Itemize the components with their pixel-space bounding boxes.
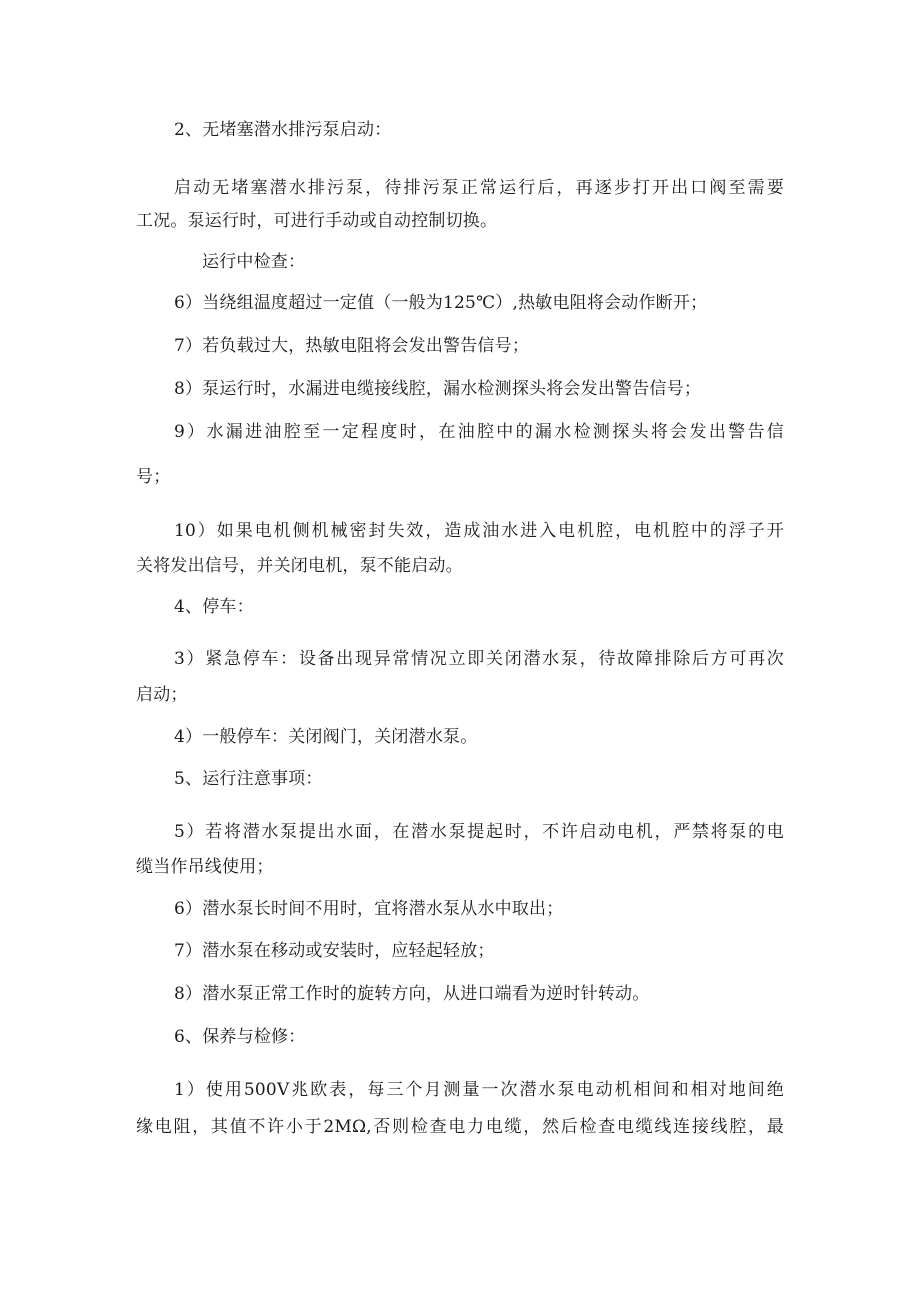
list-item: 10）如果电机侧机械密封失效，造成油水进入电机腔，电机腔中的浮子开: [174, 521, 784, 541]
section-heading-stop: 4、停车：: [174, 597, 254, 617]
list-item: 6）当绕组温度超过一定值（一般为125℃）,热敏电阻将会动作断开；: [174, 293, 708, 313]
section-heading-pump-start: 2、无堵塞潜水排污泵启动：: [174, 120, 392, 140]
list-item-continuation: 缆当作吊线使用；: [136, 857, 274, 877]
list-item: 4）一般停车：关闭阀门，关闭潜水泵。: [174, 727, 478, 747]
paragraph-line: 启动无堵塞潜水排污泵，待排污泵正常运行后，再逐步打开出口阀至需要: [174, 178, 784, 198]
section-heading-precautions: 5、运行注意事项：: [174, 769, 323, 789]
subheading-running-check: 运行中检查：: [202, 252, 306, 272]
list-item: 8）潜水泵正常工作时的旋转方向，从进口端看为逆时针转动。: [174, 984, 650, 1004]
list-item: 8）泵运行时，水漏进电缆接线腔，漏水检测探头将会发出警告信号；: [174, 379, 702, 399]
list-item: 6）潜水泵长时间不用时，宜将潜水泵从水中取出；: [174, 899, 564, 919]
list-item: 5）若将潜水泵提出水面，在潜水泵提起时，不许启动电机，严禁将泵的电: [174, 822, 784, 842]
list-item-continuation: 号；: [136, 467, 171, 487]
list-item-continuation: 关将发出信号，并关闭电机，泵不能启动。: [136, 556, 463, 576]
list-item: 7）潜水泵在移动或安装时，应轻起轻放；: [174, 941, 495, 961]
list-item: 3）紧急停车：设备出现异常情况立即关闭潜水泵，待故障排除后方可再次: [174, 649, 784, 669]
section-heading-maintenance: 6、保养与检修：: [174, 1027, 306, 1047]
list-item: 1）使用500V兆欧表，每三个月测量一次潜水泵电动机相间和相对地间绝: [174, 1080, 784, 1100]
paragraph-line: 工况。泵运行时，可进行手动或自动控制切换。: [136, 211, 498, 231]
list-item: 7）若负载过大，热敏电阻将会发出警告信号；: [174, 336, 530, 356]
list-item: 9）水漏进油腔至一定程度时，在油腔中的漏水检测探头将会发出警告信: [174, 422, 784, 442]
list-item-continuation: 启动；: [136, 685, 188, 705]
list-item-continuation: 缘电阻，其值不许小于2MΩ,否则检查电力电缆，然后检查电缆线连接线腔，最: [136, 1117, 784, 1137]
